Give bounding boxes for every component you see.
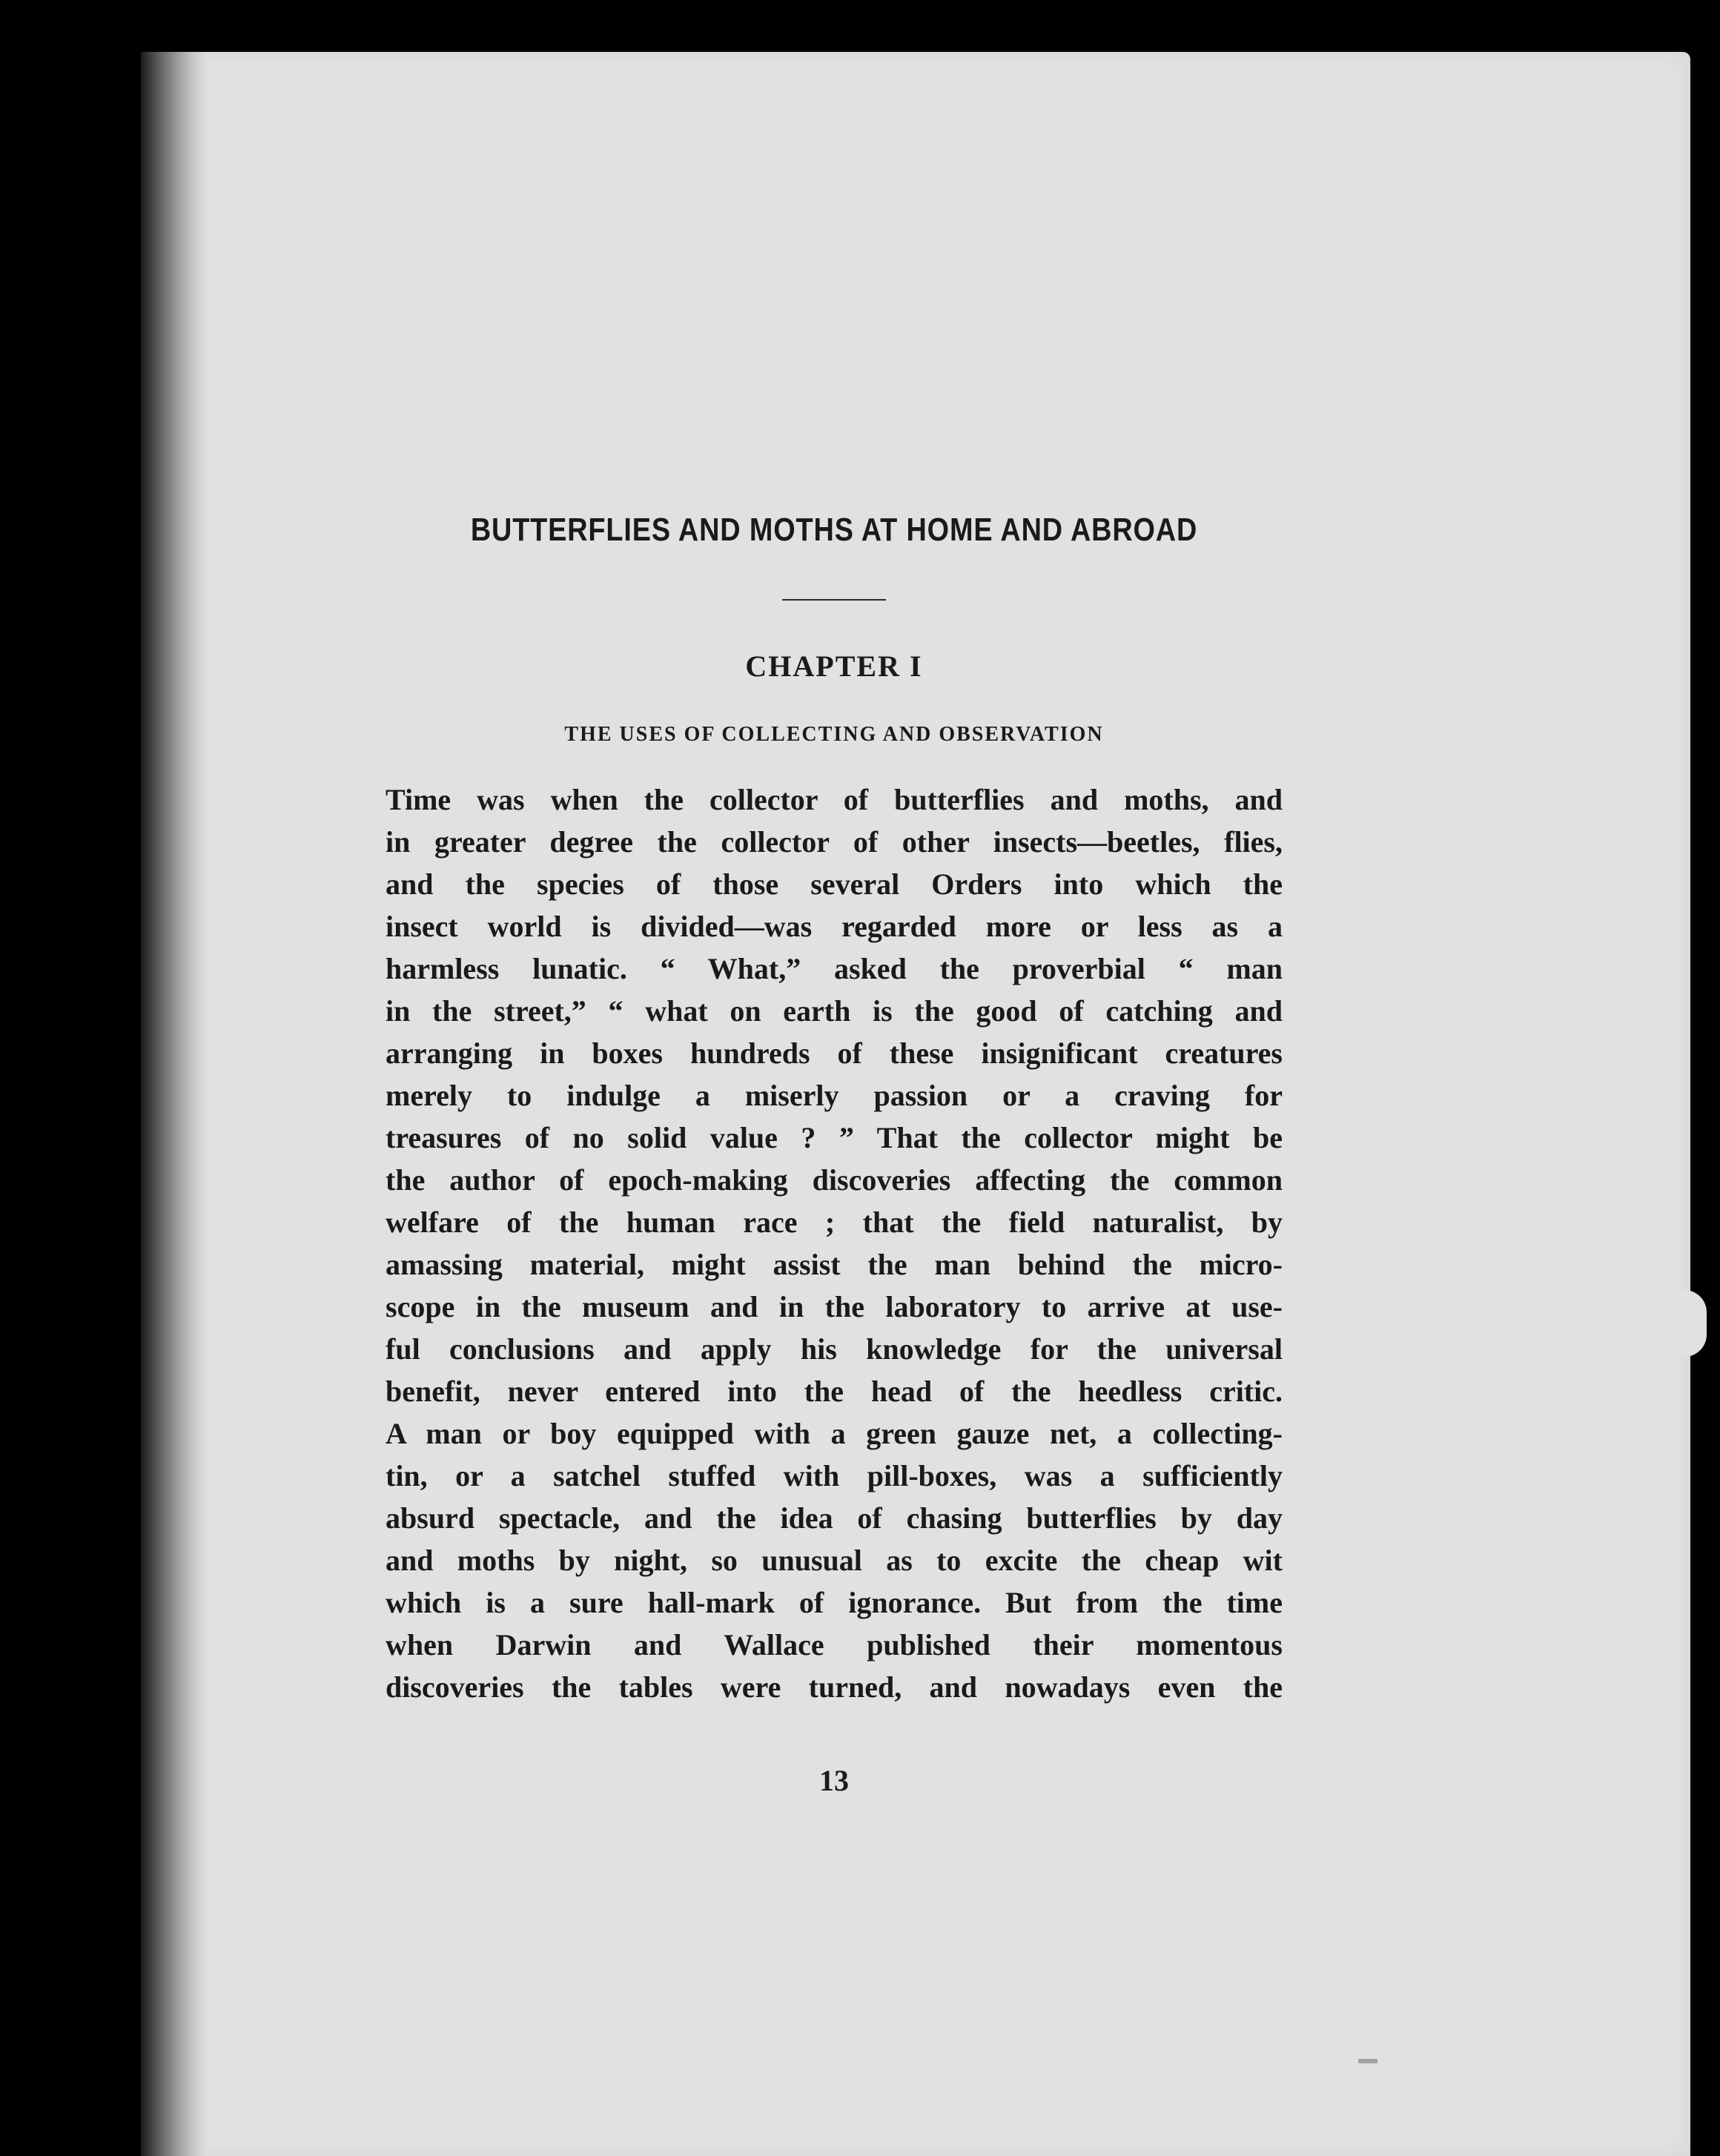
text-line: insect world is divided—was regarded more or less as a bbox=[386, 910, 1283, 943]
text-line: in greater degree the collector of other insects—beetles, flies, bbox=[386, 825, 1283, 859]
page-edge-notch bbox=[1677, 1290, 1707, 1357]
text-line: in the street,” “ what on earth is the good of catching and bbox=[386, 994, 1283, 1028]
title-rule bbox=[782, 599, 886, 601]
text-line: ful conclusions and apply his knowledge for the universal bbox=[386, 1332, 1283, 1366]
text-line: arranging in boxes hundreds of these insignificant creatures bbox=[386, 1036, 1283, 1070]
text-line: absurd spectacle, and the idea of chasing butterflies by day bbox=[386, 1501, 1283, 1535]
text-line: merely to indulge a miserly passion or a craving for bbox=[386, 1079, 1283, 1112]
text-line: treasures of no solid value ? ” That the collector might be bbox=[386, 1121, 1283, 1154]
text-line: when Darwin and Wallace published their momentous bbox=[386, 1628, 1283, 1661]
text-line: and the species of those several Orders into which the bbox=[386, 867, 1283, 901]
text-line: discoveries the tables were turned, and nowadays even the bbox=[386, 1670, 1283, 1704]
text-line: welfare of the human race ; that the field naturalist, by bbox=[386, 1206, 1283, 1239]
scan-mark bbox=[1358, 2059, 1377, 2063]
text-line: and moths by night, so unusual as to excite the cheap wit bbox=[386, 1544, 1283, 1577]
chapter-subtitle: THE USES OF COLLECTING AND OBSERVATION bbox=[564, 723, 1104, 746]
page-content bbox=[386, 0, 1283, 2104]
text-line: tin, or a satchel stuffed with pill-boxes, was a sufficiently bbox=[386, 1459, 1283, 1492]
page-number: 13 bbox=[819, 1764, 849, 1797]
text-line: harmless lunatic. “ What,” asked the proverbial “ man bbox=[386, 952, 1283, 985]
text-line: amassing material, might assist the man behind the micro- bbox=[386, 1248, 1283, 1281]
spine-shadow bbox=[141, 52, 208, 2156]
text-line: the author of epoch-making discoveries affecting the common bbox=[386, 1163, 1283, 1197]
text-line: A man or boy equipped with a green gauze net, a collecting- bbox=[386, 1417, 1283, 1450]
text-line: scope in the museum and in the laboratory to arrive at use- bbox=[386, 1290, 1283, 1323]
text-line: which is a sure hall-mark of ignorance. But from the time bbox=[386, 1586, 1283, 1619]
text-line: Time was when the collector of butterflies and moths, and bbox=[386, 783, 1283, 816]
text-line: benefit, never entered into the head of the heedless critic. bbox=[386, 1375, 1283, 1408]
body-text bbox=[386, 778, 1283, 1708]
chapter-heading: CHAPTER I bbox=[745, 649, 923, 683]
running-title: BUTTERFLIES AND MOTHS AT HOME AND ABROAD bbox=[470, 512, 1198, 548]
